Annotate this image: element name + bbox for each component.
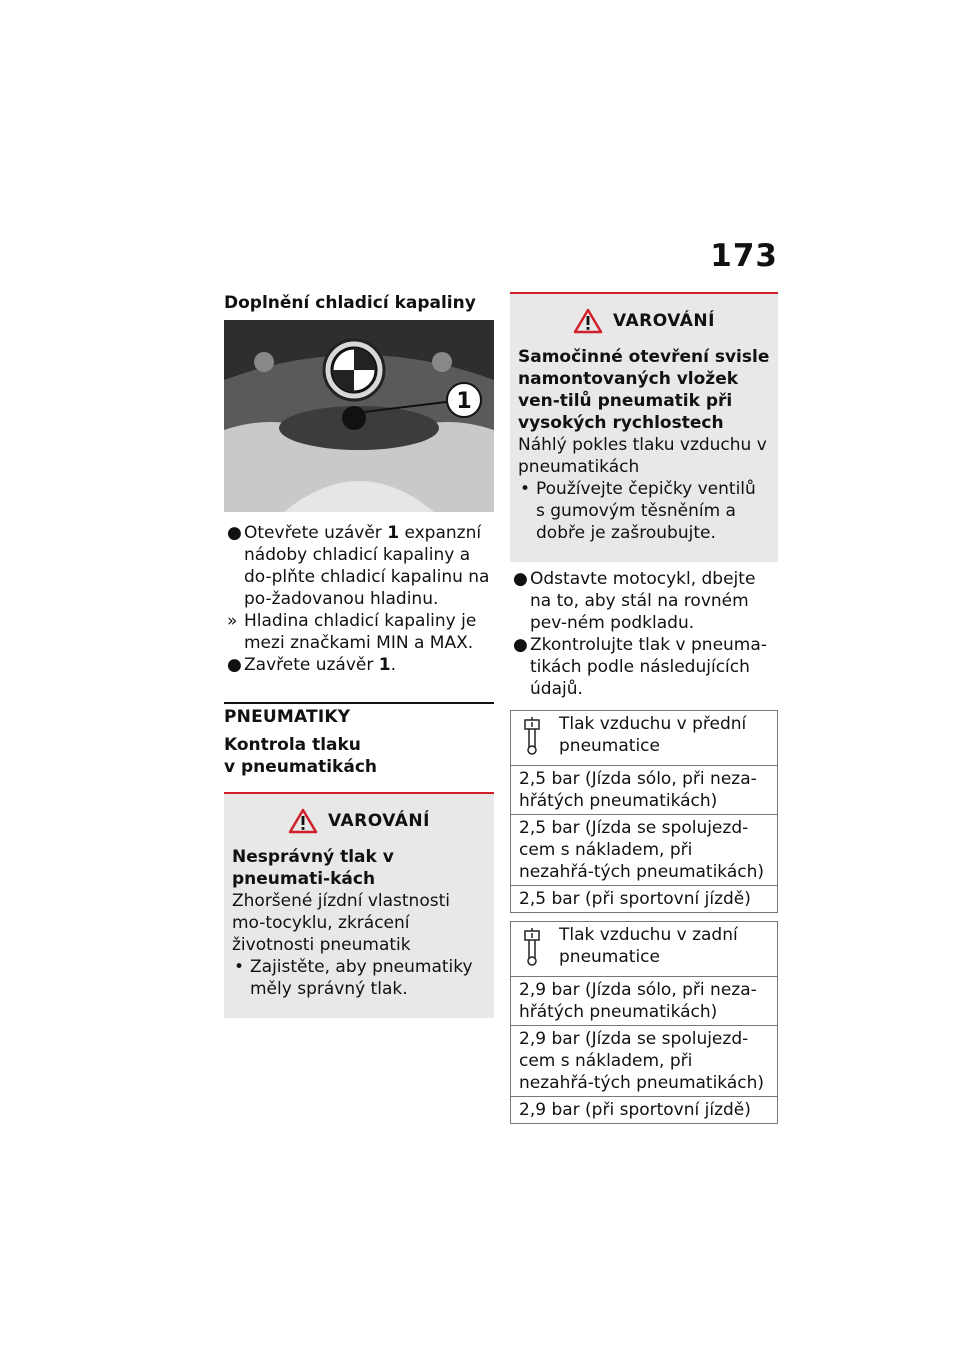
rear-tire-header: Tlak vzduchu v zadní pneumatice — [559, 925, 738, 967]
photo-illustration — [224, 320, 494, 512]
table-row: 2,5 bar (Jízda se spolujezd-cem s nákladem, při nezahřá-tých pneumatikách) — [511, 815, 778, 886]
table-header-row — [511, 711, 778, 766]
warning-actions — [518, 478, 770, 544]
warning-subtitle: Nesprávný tlak v pneumati-kách — [232, 847, 394, 889]
bullet-marker: ● — [227, 655, 242, 675]
front-tire-pressure-table — [510, 710, 778, 913]
result-marker: » — [227, 611, 238, 631]
tire-step: ● Odstavte motocykl, dbejte na to, aby stál na rovném pev-ném podkladu. — [513, 569, 756, 633]
table-row: 2,9 bar (Jízda se spolujezd-cem s nákladem, při nezahřá-tých pneumatikách) — [511, 1026, 778, 1097]
warning-action: • Zajistěte, aby pneumatiky měly správný tlak. — [234, 957, 473, 999]
coolant-heading: Doplnění chladicí kapaliny — [224, 293, 476, 313]
warning-title: VAROVÁNÍ — [328, 811, 430, 831]
coolant-reservoir-photo — [224, 320, 494, 512]
section-title: PNEUMATIKY — [224, 707, 351, 727]
warning-text: Náhlý pokles tlaku vzduchu v pneumatikách — [518, 435, 767, 477]
warning-header — [232, 808, 486, 834]
coolant-step: » Hladina chladicí kapaliny je mezi značkami MIN a MAX. — [227, 611, 477, 653]
tire-steps — [510, 568, 778, 700]
coolant-step: ● Otevřete uzávěr 1 expanzní nádoby chladicí kapaliny a do-plňte chladicí kapalinu na po-žadovanou hladinu. — [227, 523, 490, 609]
table-row: 2,5 bar (Jízda sólo, při neza-hřátých pneumatikách) — [511, 766, 778, 815]
page-number: 173 — [710, 238, 778, 274]
rear-tire-pressure-table — [510, 921, 778, 1124]
bullet-marker: ● — [227, 523, 242, 543]
table-header-row — [511, 922, 778, 977]
section-divider — [224, 702, 494, 704]
warning-subtitle: Samočinné otevření svisle namontovaných vložek ven-tilů pneumatik při vysokých rychlostech — [518, 347, 770, 433]
left-column — [224, 292, 494, 1018]
warning-triangle-icon — [288, 808, 318, 834]
table-row: 2,5 bar (při sportovní jízdě) — [511, 886, 778, 913]
warning-header — [518, 308, 770, 334]
table-row: 2,9 bar (při sportovní jízdě) — [511, 1097, 778, 1124]
warning-actions — [232, 956, 486, 1000]
warning-action: • Používejte čepičky ventilů s gumovým těsněním a dobře je zašroubujte. — [520, 479, 756, 543]
tire-pressure-gauge-icon — [519, 924, 547, 974]
coolant-steps — [224, 522, 494, 676]
warning-box — [224, 792, 494, 1018]
tire-check-heading: Kontrola tlaku v pneumatikách — [224, 735, 377, 777]
table-row: 2,9 bar (Jízda sólo, při neza-hřátých pneumatikách) — [511, 977, 778, 1026]
warning-text: Zhoršené jízdní vlastnosti mo-tocyklu, zkrácení životnosti pneumatik — [232, 891, 450, 955]
warning-box — [510, 292, 778, 562]
right-column — [510, 292, 778, 1124]
tire-pressure-gauge-icon — [519, 713, 547, 763]
front-tire-header: Tlak vzduchu v přední pneumatice — [559, 714, 747, 756]
tire-step: ● Zkontrolujte tlak v pneuma-tikách podle následujících údajů. — [513, 635, 767, 699]
callout-number: 1 — [456, 389, 472, 414]
coolant-step: ● Zavřete uzávěr 1. — [227, 655, 397, 675]
warning-triangle-icon — [573, 308, 603, 334]
warning-title: VAROVÁNÍ — [613, 311, 715, 331]
